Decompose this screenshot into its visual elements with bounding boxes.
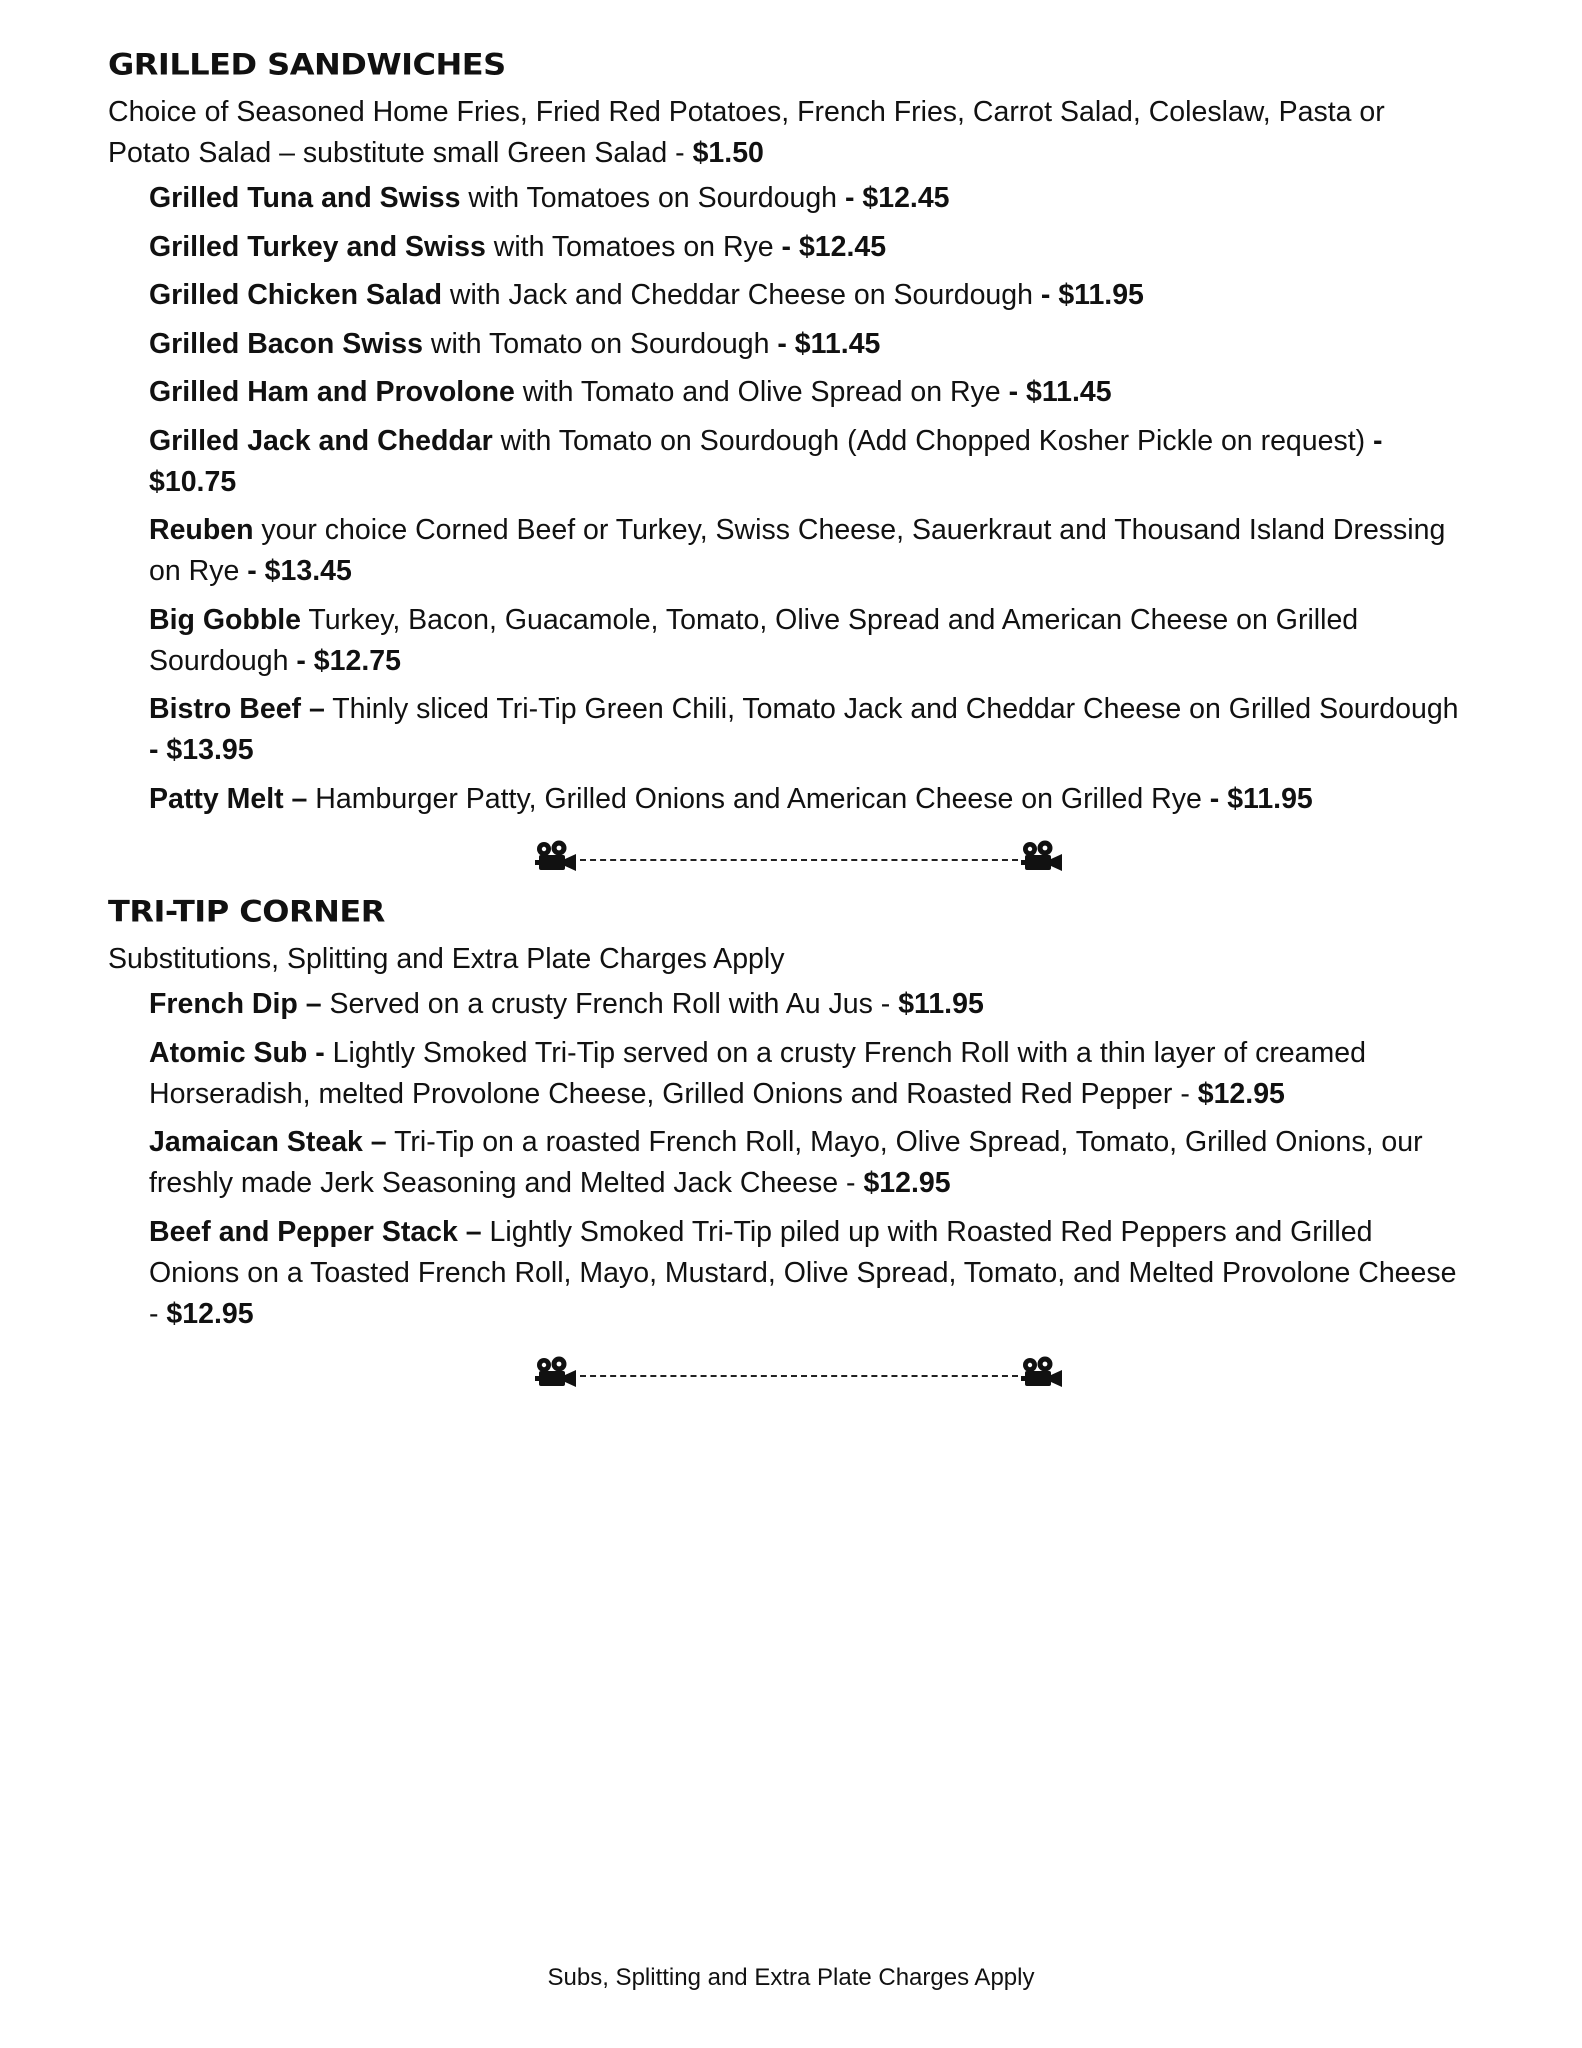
menu-item — [149, 1212, 1468, 1335]
menu-item-desc: with Tomato on Sourdough (Add Chopped Kosher Pickle on request) — [492, 424, 1374, 457]
menu-item-name: Jamaican Steak – — [149, 1126, 387, 1158]
menu-item — [149, 984, 1468, 1025]
menu-item — [149, 689, 1468, 771]
movie-camera-icon — [1020, 840, 1064, 874]
section-heading-grilled-sandwiches: GRILLED SANDWICHES — [108, 46, 506, 82]
section-heading-tri-tip-corner: TRI-TIP CORNER — [108, 893, 385, 929]
menu-item-desc: with Tomato on Sourdough — [423, 327, 778, 360]
menu-item-price: - $11.45 — [777, 327, 881, 360]
menu-item-name: Grilled Bacon Swiss — [149, 327, 424, 360]
tri-tip-list — [108, 984, 1468, 1335]
menu-item — [149, 324, 1468, 365]
menu-item-desc: Lightly Smoked Tri-Tip served on a crusty French Roll with a thin layer of creamed Horseradish, melted Provolone Cheese, Grilled Onions and Roasted Red Pepper - — [149, 1036, 1366, 1110]
menu-item — [149, 227, 1468, 268]
menu-item — [149, 1122, 1468, 1204]
sides-choice-text: Choice of Seasoned Home Fries, Fried Red Potatoes, French Fries, Carrot Salad, Coleslaw, Pasta or Potato Salad – substitute small Green Salad - — [108, 96, 1385, 169]
menu-item-price: $12.95 — [166, 1297, 254, 1330]
menu-item-name: Bistro Beef – — [149, 693, 325, 725]
menu-item-price: - $13.95 — [149, 734, 254, 766]
menu-item — [149, 421, 1468, 503]
movie-camera-icon — [534, 840, 578, 874]
menu-item-desc: your choice Corned Beef or Turkey, Swiss Cheese, Sauerkraut and Thousand Island Dressing on Rye — [149, 514, 1446, 587]
menu-item — [149, 178, 1468, 219]
menu-item — [149, 275, 1468, 316]
sides-choice-note — [108, 92, 1468, 174]
menu-item-price: $12.95 — [863, 1167, 951, 1199]
menu-item-desc: with Tomato and Olive Spread on Rye — [514, 376, 1009, 408]
menu-item-price: - $12.45 — [844, 182, 950, 214]
grilled-sandwiches-section — [108, 46, 1468, 827]
menu-item — [149, 510, 1468, 592]
menu-item — [149, 372, 1468, 413]
sides-substitute-price: $1.50 — [692, 137, 764, 169]
menu-item-price: - $13.45 — [247, 555, 352, 587]
menu-item-name: Patty Melt – — [149, 782, 308, 815]
menu-item — [149, 779, 1468, 820]
menu-item-name: Grilled Tuna and Swiss — [149, 182, 461, 214]
menu-item-name: Reuben — [149, 514, 254, 546]
menu-item-desc: Turkey, Bacon, Guacamole, Tomato, Olive Spread and American Cheese on Grilled Sourdough — [149, 603, 1359, 677]
menu-item-price: - $11.95 — [1040, 279, 1144, 311]
menu-item-name: Beef and Pepper Stack – — [149, 1215, 482, 1248]
menu-item-desc: with Tomatoes on Sourdough — [460, 182, 845, 214]
menu-item — [149, 1033, 1468, 1115]
menu-item-desc: with Tomatoes on Rye — [485, 230, 782, 263]
menu-item-name: Big Gobble — [149, 603, 301, 636]
menu-item-price: - $12.45 — [781, 230, 887, 263]
menu-item-desc: Tri-Tip on a roasted French Roll, Mayo, Olive Spread, Tomato, Grilled Onions, our freshly made Jerk Seasoning and Melted Jack Cheese - — [149, 1126, 1423, 1199]
menu-item-name: Grilled Ham and Provolone — [149, 376, 515, 408]
section-divider — [534, 840, 1064, 874]
menu-item-desc: Thinly sliced Tri-Tip Green Chili, Tomato Jack and Cheddar Cheese on Grilled Sourdough — [324, 693, 1459, 725]
menu-item-price: - $11.95 — [1209, 782, 1313, 815]
menu-item-desc: Hamburger Patty, Grilled Onions and American Cheese on Grilled Rye — [307, 782, 1210, 815]
menu-item-price: $12.95 — [1197, 1077, 1285, 1110]
menu-item-name: Atomic Sub - — [149, 1036, 325, 1069]
menu-item-price: - $11.45 — [1008, 376, 1112, 408]
charges-note: Substitutions, Splitting and Extra Plate Charges Apply — [108, 943, 785, 975]
dashed-rule — [580, 1375, 1018, 1377]
movie-camera-icon — [1020, 1356, 1064, 1390]
menu-item-desc: Served on a crusty French Roll with Au Jus - — [321, 988, 899, 1020]
menu-item-price: - $12.75 — [296, 644, 401, 677]
menu-item — [149, 600, 1468, 682]
menu-item-desc: Lightly Smoked Tri-Tip piled up with Roasted Red Peppers and Grilled Onions on a Toasted French Roll, Mayo, Mustard, Olive Spread, Tomato, and Melted Provolone Cheese - — [149, 1215, 1457, 1330]
dashed-rule — [580, 859, 1018, 861]
menu-item-name: French Dip – — [149, 988, 322, 1020]
grilled-sandwiches-list — [108, 178, 1468, 820]
menu-item-desc: with Jack and Cheddar Cheese on Sourdough — [442, 279, 1041, 311]
menu-item-price: $11.95 — [898, 988, 984, 1020]
menu-item-price: - $10.75 — [149, 424, 1383, 498]
menu-item-name: Grilled Jack and Cheddar — [149, 424, 493, 457]
tri-tip-corner-section — [108, 893, 1468, 1342]
menu-item-name: Grilled Turkey and Swiss — [149, 230, 486, 263]
page-footer-note: Subs, Splitting and Extra Plate Charges Apply — [547, 1964, 1035, 1991]
movie-camera-icon — [534, 1356, 578, 1390]
section-divider — [534, 1356, 1064, 1390]
menu-item-name: Grilled Chicken Salad — [149, 279, 443, 311]
